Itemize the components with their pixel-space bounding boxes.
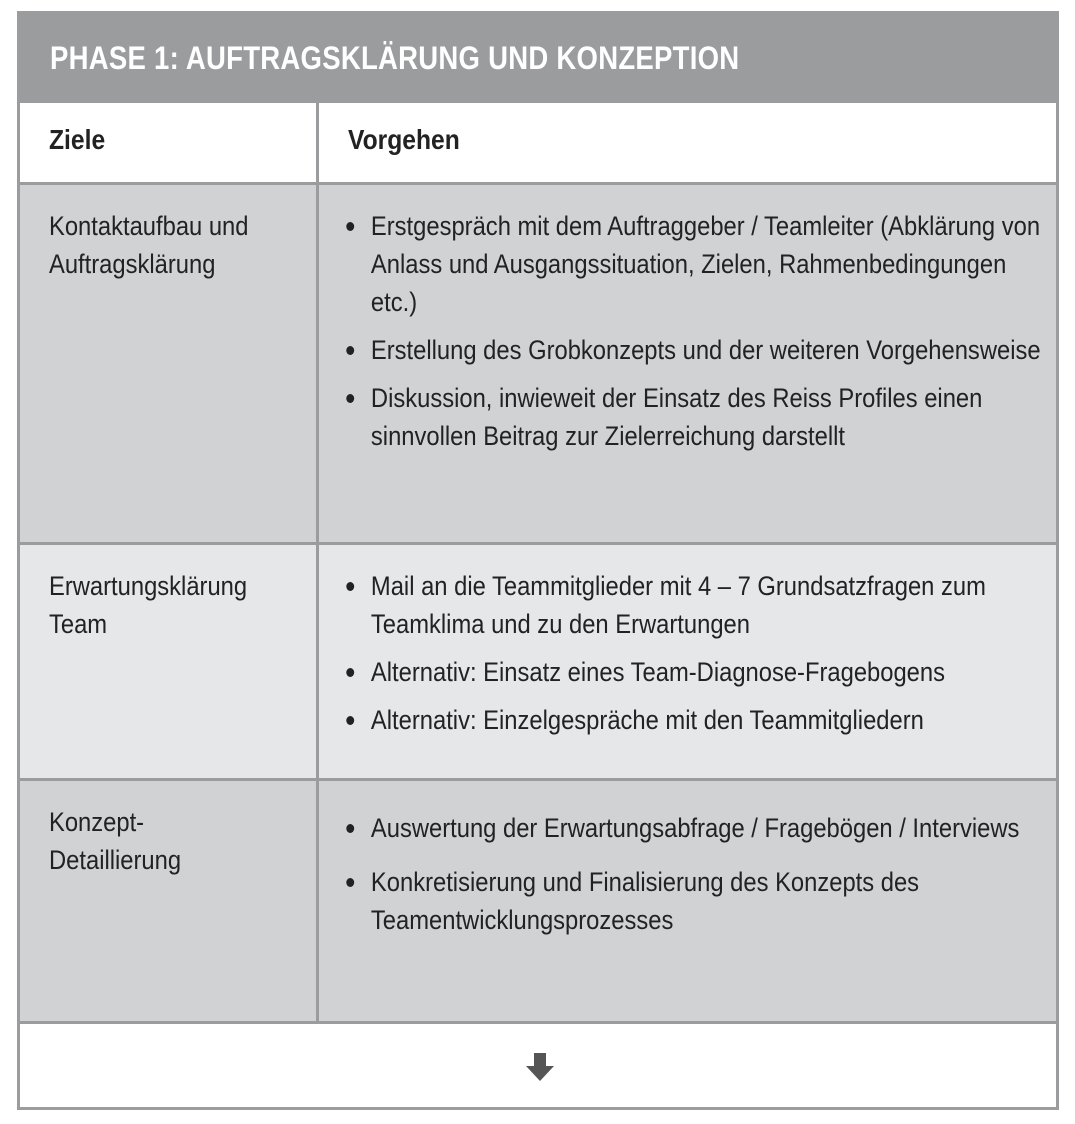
list-item: Diskussion, inwieweit der Einsatz des Reiss Profiles einen sinnvollen Beitrag zur Zielerreichung darstellt <box>319 379 1049 455</box>
phase-table <box>17 11 1059 1110</box>
row-1-goal-line-1: Kontaktaufbau und <box>49 211 249 241</box>
row-2-goal-line-1: Erwartungsklärung <box>49 571 248 601</box>
row-3-steps <box>319 809 1075 939</box>
row-3-approach-cell <box>319 781 1056 1021</box>
row-3-goal <box>49 803 304 879</box>
list-item: Erstellung des Grobkonzepts und der weiteren Vorgehensweise <box>319 331 1049 369</box>
row-3-goal-line-2: Detaillierung <box>49 845 182 875</box>
row-2-goal <box>49 567 304 643</box>
row-1-goal-cell <box>20 185 316 542</box>
row-2-goal-cell <box>20 545 316 778</box>
arrow-down-icon <box>524 1051 556 1083</box>
list-item: Konkretisierung und Finalisierung des Konzepts des Teamentwicklungsprozesses <box>319 863 1049 939</box>
header-goals: Ziele <box>49 124 106 155</box>
list-item: Mail an die Teammitglieder mit 4 – 7 Grundsatzfragen zum Teamklima und zu den Erwartungen <box>319 567 1049 643</box>
list-item: Alternativ: Einsatz eines Team-Diagnose-Fragebogens <box>319 653 1049 691</box>
header-approach-cell <box>319 103 1056 182</box>
list-item: Auswertung der Erwartungsabfrage / Fragebögen / Interviews <box>319 809 1049 847</box>
row-1-goal-line-2: Auftragsklärung <box>49 249 216 279</box>
list-item: Erstgespräch mit dem Auftraggeber / Teamleiter (Abklärung von Anlass und Ausgangssituation, Zielen, Rahmenbedingungen etc.) <box>319 207 1049 321</box>
phase-title-bar <box>20 14 1056 103</box>
row-3-goal-line-1: Konzept- <box>49 807 145 837</box>
header-goals-cell <box>20 103 316 182</box>
row-3-goal-cell <box>20 781 316 1021</box>
footer-row <box>20 1024 1056 1107</box>
row-2-steps <box>319 567 1075 739</box>
row-1-goal <box>49 207 304 283</box>
row-2-approach-cell <box>319 545 1056 778</box>
phase-title: PHASE 1: AUFTRAGSKLÄRUNG UND KONZEPTION <box>50 40 740 76</box>
row-1-approach-cell <box>319 185 1056 542</box>
row-1-steps <box>319 207 1075 455</box>
row-2-goal-line-2: Team <box>49 609 108 639</box>
header-approach: Vorgehen <box>348 124 460 155</box>
list-item: Alternativ: Einzelgespräche mit den Teammitgliedern <box>319 701 1049 739</box>
